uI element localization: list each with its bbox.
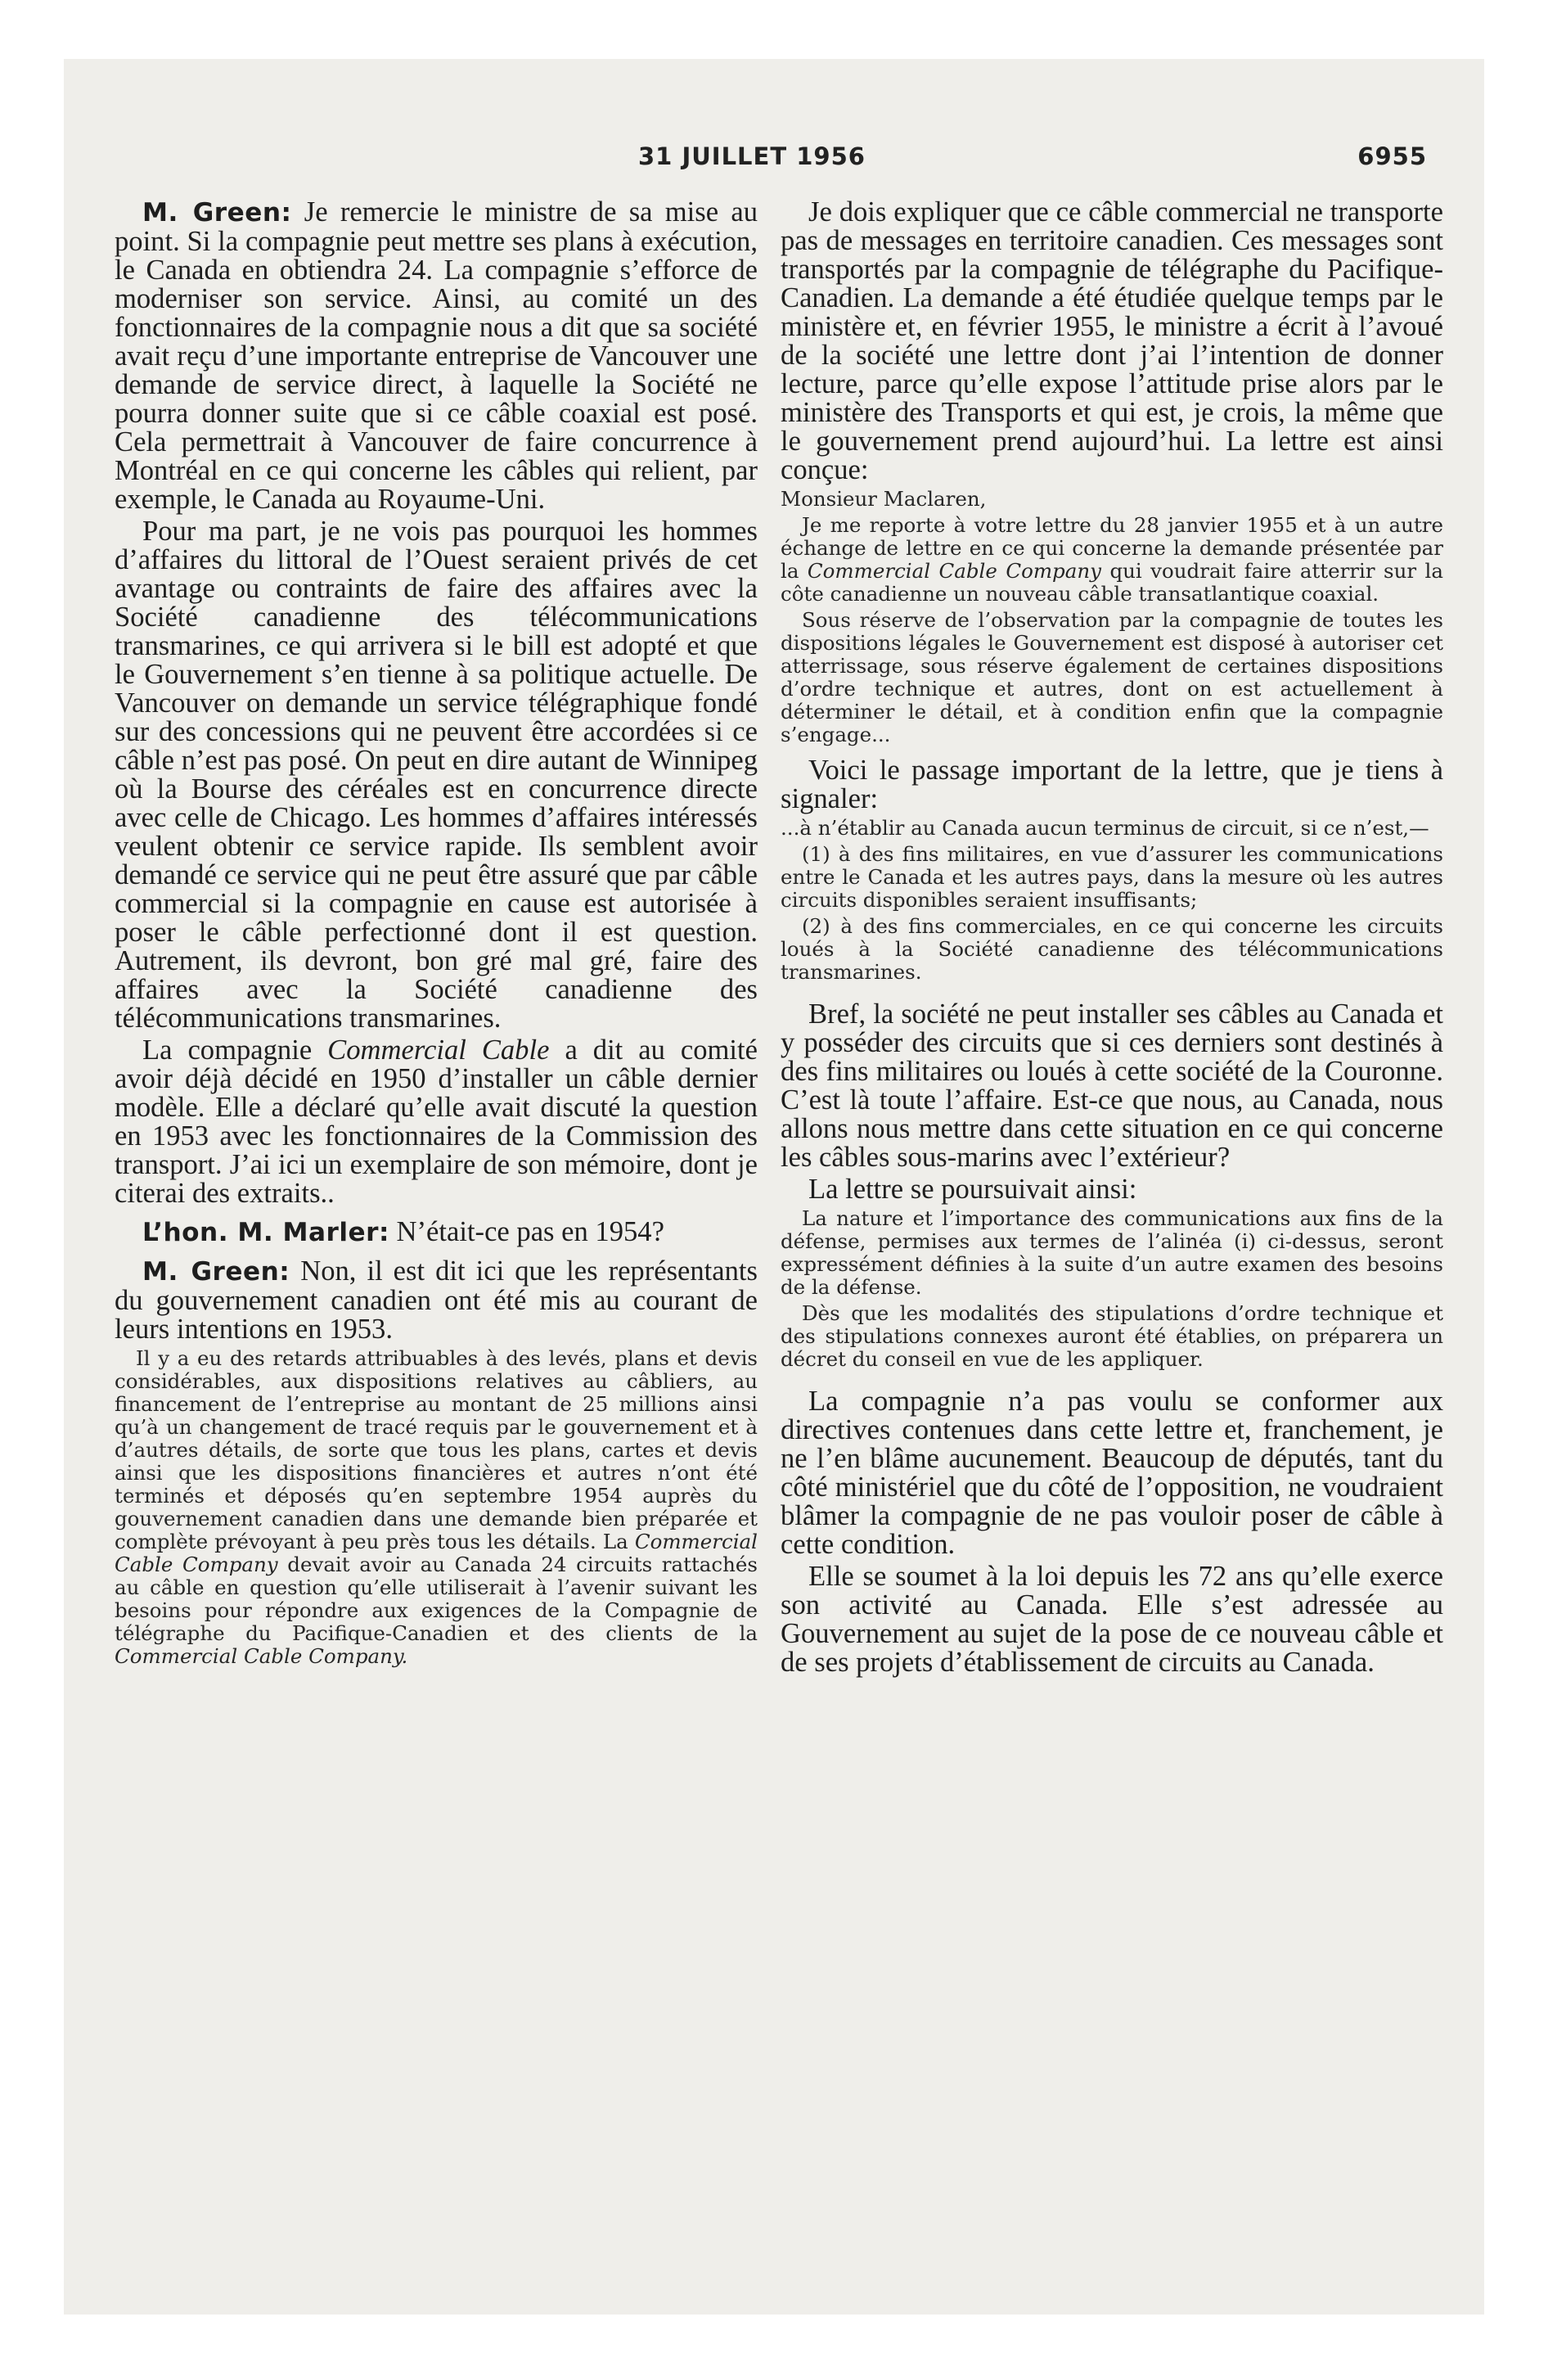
paragraph-text: Je remercie le ministre de sa mise au point. Si la compagnie peut mettre ses plans à exécution, le Canada en obtiendra 24. La compagnie s’efforce de moderniser son service. Ainsi, au comité un des fonctionnaires de la compagnie nous a dit que sa société avait reçu d’une importante entreprise de Vancouver une demande de service direct, à laquelle la Société ne pourra donner suite que si ce câble coaxial est posé. Cela permettrait à Vancouver de faire concurrence à Montréal en ce qui concerne les câbles qui relient, par exemple, le Canada au Royaume-Uni. (115, 196, 758, 515)
paragraph: Elle se soumet à la loi depuis les 72 ans qu’elle exerce son activité au Canada. Elle s’est adressée au Gouvernement au sujet de la pose de ce nouveau câble et de ses projets d’établissement de circuits au Canada. (781, 1561, 1443, 1678)
company-name: Commercial Cable Company. (115, 1644, 408, 1668)
quoted-passage: (2) à des fins commerciales, en ce qui concerne les circuits loués à la Société canadienne des télécommunications transmarines. (781, 914, 1443, 984)
company-name: Commercial Cable Company (115, 1530, 758, 1576)
paragraph-text: a dit au comité avoir déjà décidé en 1950 d’installer un câble dernier modèle. Elle a déclaré qu’elle avait discuté la question en 1953 avec les fonctionnaires de la Commission des transport. J’ai ici un exemplaire de son mémoire, dont je citerai des extraits.. (115, 1034, 758, 1209)
letter-paragraph (781, 514, 1443, 606)
quoted-memo (115, 1347, 758, 1668)
paragraph (115, 1218, 758, 1247)
quoted-passage: Dès que les modalités des stipulations d’ordre technique et des stipulations connexes auront été établies, on préparera un décret du conseil en vue de les appliquer. (781, 1301, 1443, 1371)
right-column (781, 198, 1443, 1680)
paragraph (115, 1036, 758, 1208)
speaker-name: L’hon. M. Marler: (142, 1218, 389, 1247)
paragraph: La compagnie n’a pas voulu se conformer aux directives contenues dans cette lettre et, franchement, je ne l’en blâme aucunement. Beaucoup de députés, tant du côté ministériel que du côté de l’opposition, ne voudraient blâmer la compagnie de ne pas vouloir poser de câble à cette condition. (781, 1386, 1443, 1560)
letter-paragraph: Sous réserve de l’observation par la compagnie de toutes les dispositions légales le Gouvernement est disposé à autoriser cet atterrissage, sous réserve également de certaines dispositions d’ordre technique et autres, dont on est actuellement à déterminer le détail, et à condition enfin que la compagnie s’engage... (781, 608, 1443, 746)
header-date: 31 JUILLET 1956 (638, 142, 866, 170)
paragraph: Pour ma part, je ne vois pas pourquoi les hommes d’affaires du littoral de l’Ouest seraient privés de cet avantage ou contraints de faire des affaires avec la Société canadienne des télécommunications transmarines, ce qui arrivera si le bill est adopté et que le Gouvernement s’en tienne à sa politique actuelle. De Vancouver on demande un service télégraphique fondé sur des concessions qui ne peuvent être accordées si ce câble n’est pas posé. On peut en dire autant de Winnipeg où la Bourse des céréales est en concurrence directe avec celle de Chicago. Les hommes d’affaires intéressés veulent obtenir ce service rapide. Ils semblent avoir demandé ce service qui ne peut être assuré que par câble commercial si la compagnie en cause est autorisée à poser le câble perfectionné dont il est question. Autrement, ils devront, bon gré mal gré, faire des affaires avec la Société canadienne des télécommunications transmarines. (115, 516, 758, 1034)
quoted-passage: ...à n’établir au Canada aucun terminus de circuit, si ce n’est,— (781, 816, 1429, 840)
paragraph (115, 1257, 758, 1344)
quoted-passage: (1) à des fins militaires, en vue d’assurer les communications entre le Canada et les autres pays, dans la mesure où les autres circuits disponibles seraient insuffisants; (781, 842, 1443, 912)
quote-text: Je me reporte à votre lettre du 28 janvier 1955 et à un autre échange de lettre en ce qui concerne la demande présentée par la (781, 513, 1443, 583)
letter-salutation: Monsieur Maclaren, (781, 487, 987, 511)
page-header (64, 142, 1484, 178)
paragraph (115, 198, 758, 514)
company-name: Commercial Cable (327, 1034, 550, 1066)
quote-text: qui voudrait faire atterrir sur la côte canadienne un nouveau câble transatlantique coaxial. (781, 559, 1443, 606)
quote-text: devait avoir au Canada 24 circuits rattachés au câble en question qu’elle utiliserait à l’avenir suivant les besoins pour répondre aux exigences de la Compagnie de télégraphe du Pacifique-Canadien et des clients de la (115, 1553, 758, 1645)
paragraph-text: N’était-ce pas en 1954? (396, 1216, 664, 1247)
paragraph: La lettre se poursuivait ainsi: (808, 1174, 1137, 1205)
paragraph: Je dois expliquer que ce câble commercial ne transporte pas de messages en territoire canadien. Ces messages sont transportés par la compagnie de télégraphe du Pacifique-Canadien. La demande a été étudiée quelque temps par le ministère et, en février 1955, le ministre a écrit à l’avoué de la société une lettre dont j’ai l’intention de donner lecture, parce qu’elle expose l’attitude prise alors par le ministère des Transports et qui est, je crois, la même que le gouvernement prend aujourd’hui. La lettre est ainsi conçue: (781, 196, 1443, 485)
speaker-name: M. Green: (142, 198, 292, 228)
paragraph-text: Non, il est dit ici que les représentants du gouvernement canadien ont été mis au courant de leurs intentions en 1953. (115, 1255, 758, 1345)
quoted-passage: La nature et l’importance des communications aux fins de la défense, permises aux termes de l’alinéa (i) ci-dessus, seront expressément définies à la suite d’un autre examen des besoins de la défense. (781, 1206, 1443, 1299)
company-name: Commercial Cable Company (807, 559, 1101, 583)
document-page (64, 59, 1484, 2315)
paragraph: Voici le passage important de la lettre, que je tiens à signaler: (781, 755, 1443, 814)
speaker-name: M. Green: (142, 1257, 290, 1287)
page-number: 6955 (1357, 142, 1427, 170)
paragraph: Bref, la société ne peut installer ses câbles au Canada et y posséder des circuits que si ces derniers sont destinés à des fins militaires ou loués à cette société de la Couronne. C’est là toute l’affaire. Est-ce que nous, au Canada, nous allons nous mettre dans cette situation en ce qui concerne les câbles sous-marins avec l’extérieur? (781, 998, 1443, 1173)
quote-text: Il y a eu des retards attribuables à des levés, plans et devis considérables, aux dispositions relatives au câbliers, au financement de l’entreprise au montant de 25 millions ainsi qu’à un changement de tracé requis par le gouvernement et à d’autres détails, de sorte que tous les plans, cartes et devis ainsi que les dispositions financières et autres n’ont été terminés et déposés qu’en septembre 1954 auprès du gouvernement canadien dans une demande bien préparée et complète prévoyant à peu près tous les détails. La (115, 1346, 758, 1553)
paragraph-text: La compagnie (142, 1034, 313, 1066)
left-column (115, 198, 758, 1671)
